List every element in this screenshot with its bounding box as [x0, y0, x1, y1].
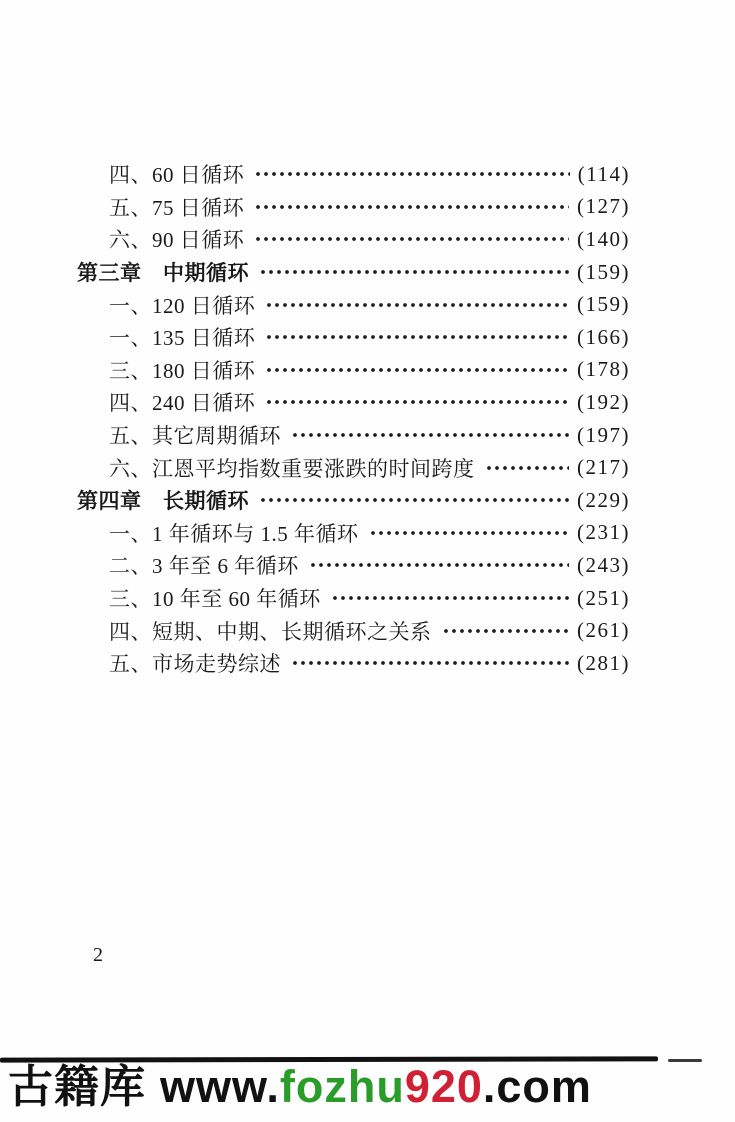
toc-row	[77, 582, 630, 615]
toc-entry-label: 五、75 日循环	[109, 195, 245, 220]
toc-row	[77, 158, 630, 191]
dot-leader	[259, 484, 569, 517]
toc-entry-label: 三、10 年至 60 年循环	[109, 587, 321, 612]
toc-page-number: (229)	[577, 487, 630, 512]
toc-entry-label: 四、240 日循环	[109, 391, 256, 416]
toc-row	[77, 549, 630, 582]
toc-page-number: (217)	[577, 455, 630, 480]
toc-entry-label: 五、其它周期循环	[109, 424, 281, 449]
toc-entry-label: 第三章 中期循环	[77, 261, 249, 286]
toc-row	[77, 419, 630, 452]
dot-leader	[259, 256, 569, 289]
toc-list	[77, 158, 630, 680]
watermark-url-red-part: 920	[404, 1061, 483, 1112]
toc-page-number: (192)	[577, 389, 630, 414]
dot-leader	[265, 288, 569, 321]
toc-row	[77, 288, 630, 321]
dot-leader	[331, 582, 569, 615]
toc-page-number: (159)	[577, 292, 630, 317]
dot-leader	[254, 191, 569, 224]
toc-row	[77, 517, 630, 550]
toc-row	[77, 484, 630, 517]
toc-entry-label: 第四章 长期循环	[77, 489, 249, 514]
toc-page-number: (127)	[577, 194, 630, 219]
toc-row	[77, 614, 630, 647]
toc-page-number: (281)	[577, 650, 630, 675]
dot-leader	[291, 647, 569, 680]
toc-page-number: (114)	[577, 161, 630, 186]
toc-entry-label: 二、3 年至 6 年循环	[109, 554, 299, 579]
toc-page-number: (251)	[577, 585, 630, 610]
toc-row	[77, 223, 630, 256]
toc-page-number: (140)	[577, 226, 630, 251]
toc-page-number: (231)	[577, 520, 630, 545]
toc-entry-label: 一、1 年循环与 1.5 年循环	[109, 521, 359, 546]
toc-page-number: (261)	[577, 618, 630, 643]
dot-leader	[369, 517, 570, 550]
toc-row	[77, 451, 630, 484]
toc-entry-label: 六、90 日循环	[109, 228, 245, 253]
toc-entry-label: 四、短期、中期、长期循环之关系	[109, 619, 432, 644]
watermark-site-name: 古籍库	[8, 1061, 147, 1112]
watermark-rule-dash	[668, 1059, 702, 1062]
dot-leader	[254, 223, 569, 256]
toc-entry-label: 一、120 日循环	[109, 293, 256, 318]
dot-leader	[291, 419, 569, 452]
dot-leader	[265, 354, 569, 387]
toc-entry-label: 六、江恩平均指数重要涨跌的时间跨度	[109, 456, 475, 481]
watermark-url-prefix: www.	[160, 1061, 280, 1112]
toc-page-number: (197)	[577, 422, 630, 447]
watermark-url-suffix: .com	[482, 1061, 592, 1112]
toc-page-number: (166)	[577, 324, 630, 349]
toc-row	[77, 191, 630, 224]
toc-page-number: (243)	[577, 552, 630, 577]
watermark-url	[160, 1061, 592, 1112]
toc-entry-label: 四、60 日循环	[109, 163, 245, 188]
toc-page-number: (159)	[577, 259, 630, 284]
toc-row	[77, 256, 630, 289]
toc-row	[77, 354, 630, 387]
dot-leader	[254, 158, 570, 191]
dot-leader	[442, 614, 570, 647]
toc-entry-label: 五、市场走势综述	[109, 652, 281, 677]
dot-leader	[265, 321, 569, 354]
toc-page-number: (178)	[577, 357, 630, 382]
dot-leader	[309, 549, 569, 582]
toc-entry-label: 一、135 日循环	[109, 326, 256, 351]
watermark-banner	[0, 1050, 735, 1122]
watermark-url-green-part: fozhu	[279, 1061, 405, 1112]
toc-row	[77, 647, 630, 680]
dot-leader	[265, 386, 569, 419]
page-number: 2	[93, 944, 103, 966]
watermark-text	[8, 1062, 592, 1112]
toc-row	[77, 386, 630, 419]
toc-entry-label: 三、180 日循环	[109, 358, 256, 383]
toc-row	[77, 321, 630, 354]
dot-leader	[485, 451, 570, 484]
